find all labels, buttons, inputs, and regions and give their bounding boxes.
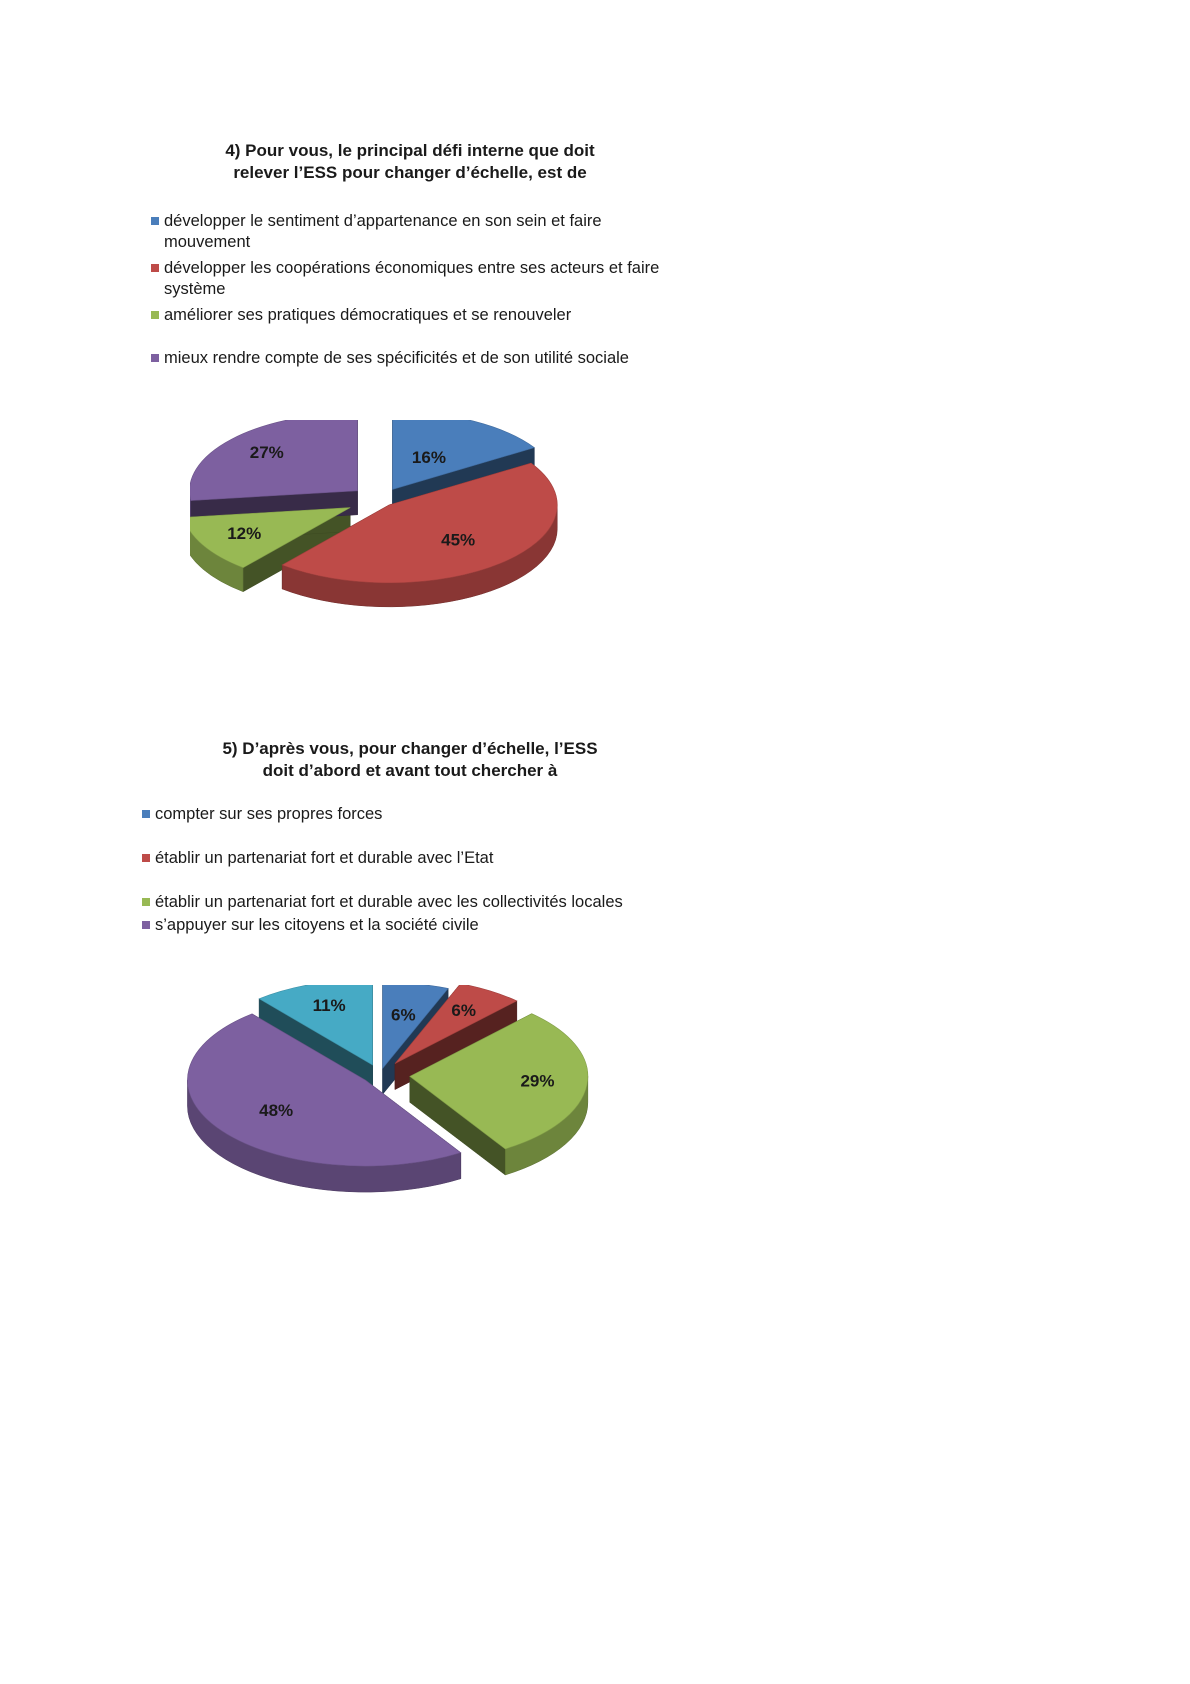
legend-label: développer les coopérations économiques entre ses acteurs et faire système	[164, 259, 660, 298]
legend-swatch-icon	[142, 810, 150, 818]
legend-label: compter sur ses propres forces	[155, 805, 383, 823]
chart-2-title-line-2: doit d’abord et avant tout chercher à	[262, 761, 558, 780]
legend-label: développer le sentiment d’appartenance en son sein et faire mouvement	[164, 212, 602, 251]
chart-2-legend	[141, 804, 670, 936]
pie-data-label: 12%	[227, 524, 262, 544]
chart-1-pie	[190, 420, 610, 640]
legend-label: établir un partenariat fort et durable avec l’Etat	[155, 849, 494, 867]
legend-label: s’appuyer sur les citoyens et la société civile	[155, 916, 479, 934]
chart-2-legend-item	[141, 804, 670, 825]
chart-2-title	[150, 738, 670, 782]
chart-1-title-line-2: relever l’ESS pour changer d’échelle, est de	[233, 163, 587, 182]
pie-data-label: 11%	[312, 996, 346, 1016]
pie-data-label: 6%	[451, 1000, 476, 1020]
chart-2-legend-item	[141, 915, 670, 936]
legend-label: améliorer ses pratiques démocratiques et se renouveler	[164, 306, 572, 324]
legend-swatch-icon	[142, 921, 150, 929]
pie-data-label: 27%	[249, 443, 284, 463]
chart-1-legend-item	[150, 211, 670, 253]
chart-1-legend	[150, 211, 670, 369]
legend-swatch-icon	[142, 854, 150, 862]
pie-data-label: 45%	[441, 530, 476, 550]
legend-swatch-icon	[151, 354, 159, 362]
legend-swatch-icon	[151, 217, 159, 225]
legend-label: mieux rendre compte de ses spécificités et de son utilité sociale	[164, 349, 629, 367]
legend-swatch-icon	[142, 898, 150, 906]
chart-2-legend-item	[141, 848, 670, 869]
chart-2	[150, 738, 670, 959]
pie-data-label: 48%	[259, 1100, 294, 1120]
legend-swatch-icon	[151, 311, 159, 319]
chart-1-legend-item	[150, 305, 670, 326]
legend-swatch-icon	[151, 264, 159, 272]
legend-label: établir un partenariat fort et durable avec les collectivités locales	[155, 893, 623, 911]
chart-2-pie	[180, 985, 620, 1225]
pie-data-label: 6%	[391, 1005, 416, 1025]
chart-1	[150, 140, 670, 374]
chart-2-legend-item	[141, 892, 670, 913]
pie-data-label: 29%	[520, 1071, 555, 1091]
pie-data-label: 16%	[411, 448, 446, 468]
chart-1-title-line-1: 4) Pour vous, le principal défi interne que doit	[225, 141, 595, 160]
chart-2-title-line-1: 5) D’après vous, pour changer d’échelle, l’ESS	[222, 739, 598, 758]
chart-1-legend-item	[150, 258, 670, 300]
chart-1-legend-item	[150, 348, 670, 369]
chart-1-title	[150, 140, 670, 184]
